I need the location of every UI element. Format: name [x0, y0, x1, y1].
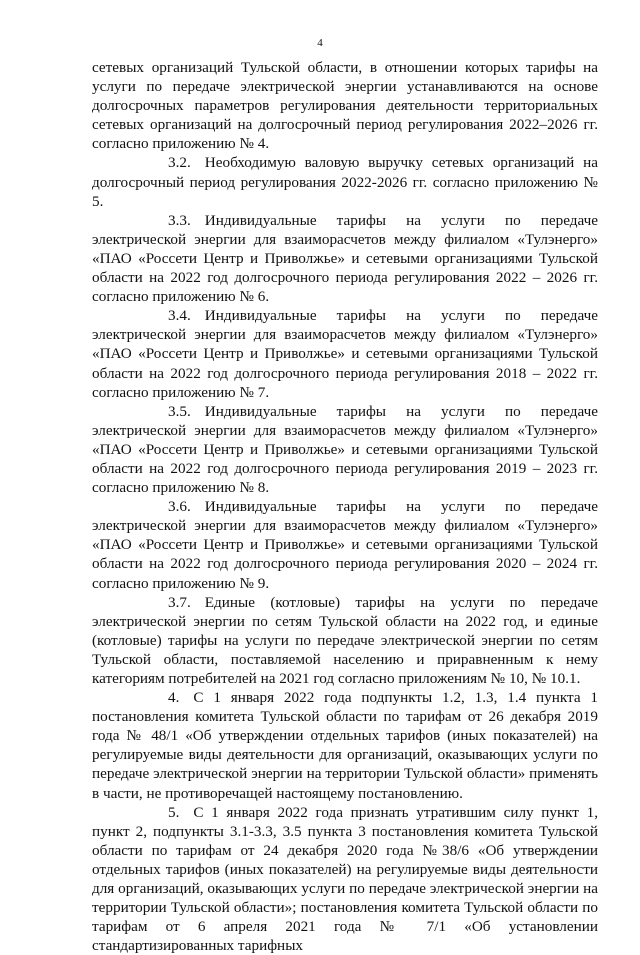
paragraph-text: Индивидуальные тарифы на услуги по передаче электрической энергии для взаиморасчетов между филиалом «Тулэнерго» «ПАО «Россети Центр и Приволжье» и сетевыми организациями Тульской области на 2022 год долгосрочного периода регулирования 2020 – 2024 гг. согласно приложению № 9.: [92, 498, 598, 592]
paragraph-3-5: [92, 402, 598, 497]
paragraph-3-6: [92, 497, 598, 592]
paragraph-text: Единые (котловые) тарифы на услуги по передаче электрической энергии по сетям Тульской области на 2022 год, и единые (котловые) тарифы на услуги по передаче электрической энергии по сетям Тульской области, поставляемой населению и приравненным к нему категориям потребителей на 2021 год согласно приложениям № 10, № 10.1.: [92, 593, 598, 687]
paragraph-number: 5.: [168, 803, 180, 821]
paragraph-number: 3.2.: [168, 154, 191, 172]
paragraph-4: [92, 688, 598, 803]
paragraph-number: 3.3.: [168, 211, 191, 229]
paragraph-3-4: [92, 306, 598, 401]
paragraph-3-7: [92, 593, 598, 688]
paragraph-3-2: [92, 153, 598, 210]
paragraph-text: С 1 января 2022 года подпункты 1.2, 1.3, 1.4 пункта 1 постановления комитета Тульской области по тарифам от 26 декабря 2019 года № 48/1 «Об утверждении отдельных тарифов (иных показателей) на регулируемые виды деятельности для организаций, оказывающих услуги по передаче электрической энергии на территории Тульской области» применять в части, не противоречащей настоящему постановлению.: [92, 689, 598, 802]
paragraph-text: Необходимую валовую выручку сетевых организаций на долгосрочный период регулирования 2022-2026 гг. согласно приложению № 5.: [92, 154, 598, 210]
paragraph-continued: [92, 58, 598, 153]
paragraph-number: 4.: [168, 689, 180, 707]
paragraph-number: 3.6.: [168, 498, 191, 516]
paragraph-3-3: [92, 211, 598, 306]
paragraph-5: [92, 803, 598, 955]
paragraph-text: Индивидуальные тарифы на услуги по передаче электрической энергии для взаиморасчетов между филиалом «Тулэнерго» «ПАО «Россети Центр и Приволжье» и сетевыми организациями Тульской области на 2022 год долгосрочного периода регулирования 2018 – 2022 гг. согласно приложению № 7.: [92, 307, 598, 401]
paragraph-text: С 1 января 2022 года признать утратившим силу пункт 1, пункт 2, подпункты 3.1-3.3, 3.5 пункта 3 постановления комитета Тульской области по тарифам от 24 декабря 2020 года №38/6 «Об утверждении отдельных тарифов (иных показателей) на регулируемые виды деятельности для организаций, оказывающих услуги по передаче электрической энергии на территории Тульской области»; постановления комитета Тульской области по тарифам от 6 апреля 2021 года № 7/1 «Об установлении стандартизированных тарифных: [92, 803, 598, 955]
paragraph-text: сетевых организаций Тульской области, в отношении которых тарифы на услуги по передаче электрической энергии устанавливаются на основе долгосрочных параметров регулирования деятельности территориальных сетевых организаций на долгосрочный период регулирования 2022–2026 гг. согласно приложению № 4.: [92, 59, 598, 153]
paragraph-number: 3.5.: [168, 402, 191, 420]
page-number: 4: [317, 37, 323, 49]
paragraph-text: Индивидуальные тарифы на услуги по передаче электрической энергии для взаиморасчетов между филиалом «Тулэнерго» «ПАО «Россети Центр и Приволжье» и сетевыми организациями Тульской области на 2022 год долгосрочного периода регулирования 2022 – 2026 гг. согласно приложению № 6.: [92, 211, 598, 306]
paragraph-text: Индивидуальные тарифы на услуги по передаче электрической энергии для взаиморасчетов между филиалом «Тулэнерго» «ПАО «Россети Центр и Приволжье» и сетевыми организациями Тульской области на 2022 год долгосрочного периода регулирования 2019 – 2023 гг. согласно приложению № 8.: [92, 402, 598, 497]
document-body: [92, 58, 598, 955]
paragraph-number: 3.7.: [168, 593, 191, 611]
paragraph-number: 3.4.: [168, 307, 191, 325]
